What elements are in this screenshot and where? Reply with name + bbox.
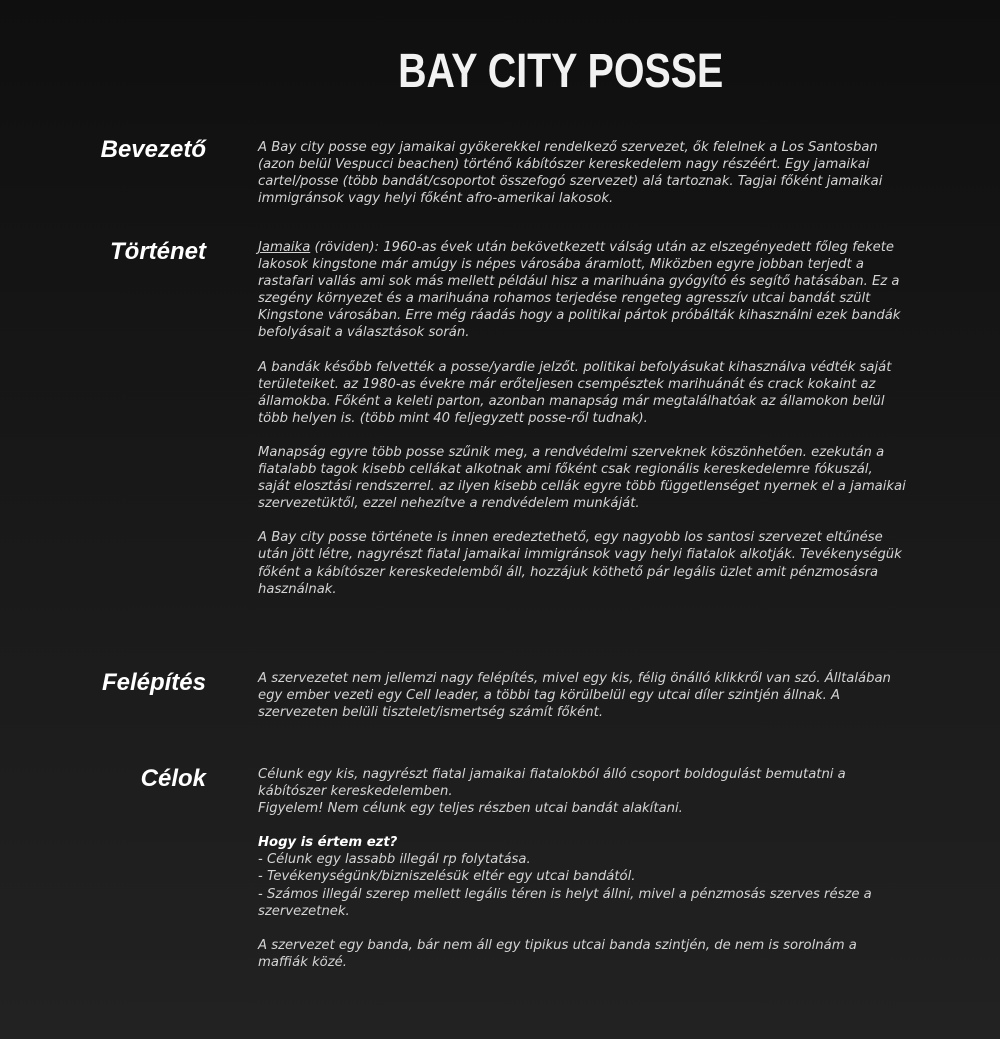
celok-list [258,834,908,919]
section-celok [258,766,908,971]
celok-closing: A szervezet egy banda, bár nem áll egy tipikus utcai banda szintjén, de nem is sorolnám a maffiák közé. [258,937,857,970]
tortenet-paragraph-3: Manapság egyre több posse szűnik meg, a rendvédelmi szerveknek köszönhetően. ezekután a fiatalabb tagok kisebb cellákat alkotnak ami főként csak regionális kereskedelemre fókuszál, saját elosztási rendszerrel. az ilyen kisebb cellák egyre több függetlenséget nyernek el a jamaikai szervezetüktől, ezzel nehezítve a rendvédelem munkáját. [258,444,906,512]
section-felepites [258,670,908,721]
heading-bevezeto: Bevezető [100,136,206,163]
section-tortenet [258,239,908,598]
page-title: BAY CITY POSSE [398,45,724,98]
celok-bullet-1: - Célunk egy lassabb illegál rp folytatása. [258,852,531,868]
heading-felepites: Felépítés [101,669,206,696]
felepites-paragraph: A szervezetet nem jellemzi nagy felépítés, mivel egy kis, félig önálló klikkről van szó. Álltalában egy ember vezeti egy Cell leader, a többi tag körülbelül egy utcai díler szintjén állnak. A szervezeten belüli tisztelet/ismertség számít főként. [258,671,891,721]
tortenet-paragraph-1-text: (röviden): 1960-as évek után bekövetkezett válság után az elszegényedett főleg fekete lakosok kingstone már amúgy is népes városába áramlott, Miközben egyre jobban terjedt a rastafari vallás ami sok más mellett például hisz a marihuána gyógyító és segítő hatásában. Ez a szegény környezet és a marihuána rohamos terjedése rengeteg agresszív utcai bandát szült Kingstone városában. Erre még ráadás hogy a politikai pártok próbálták kihasználni ezek bandák befolyásait a választások során. [258,240,901,341]
tortenet-paragraph-4: A Bay city posse története is innen eredeztethető, egy nagyobb los santosi szervezet eltűnése után jött létre, nagyrészt fiatal jamaikai immigránsok vagy helyi fiatalok alkotják. Tevékenységük főként a kábítószer kereskedelemből áll, hozzájuk köthető pár legális üzlet amit pénzmosásra használnak. [258,530,902,597]
celok-line-2: Figyelem! Nem célunk egy teljes részben utcai bandát alakítani. [258,801,683,817]
celok-paragraph-1 [258,766,908,817]
tortenet-paragraph-2: A bandák később felvették a posse/yardie jelzőt. politikai befolyásukat kihasználva védték saját területeiket. az 1980-as évekre már erőteljesen csempésztek marihuánát és crack kokaint az államokba. Főként a keleti parton, azonban manapság már megtalálhatóak az államokon belül több helyen is. (több mint 40 feljegyzett posse-ről tudnak). [258,359,892,426]
tortenet-paragraph-1 [258,239,908,342]
celok-bullet-2: - Tevékenységünk/bizniszelésük eltér egy utcai bandától. [258,869,636,885]
heading-celok: Célok [140,765,206,792]
celok-bullet-3: - Számos illegál szerep mellett legális téren is helyt állni, mivel a pénzmosás szerves része a szervezetnek. [258,886,872,919]
celok-line-1: Célunk egy kis, nagyrészt fiatal jamaikai fiatalokból álló csoport boldogulást bemutatni a kábítószer kereskedelemben. [258,767,846,800]
section-bevezeto [258,139,908,207]
heading-tortenet: Történet [110,238,206,265]
bevezeto-paragraph: A Bay city posse egy jamaikai gyökerekkel rendelkező szervezet, ők felelnek a Los Santosban (azon belül Vespucci beachen) történő kábítószer kereskedelem nagy részéért. Egy jamaikai cartel/posse (több bandát/csoportot összefogó szervezet) alá tartoznak. Tagjai főként jamaikai immigránsok vagy helyi főként afro-amerikai lakosok. [258,140,883,207]
celok-question: Hogy is értem ezt? [258,835,398,851]
jamaika-link[interactable]: Jamaika [258,240,311,255]
